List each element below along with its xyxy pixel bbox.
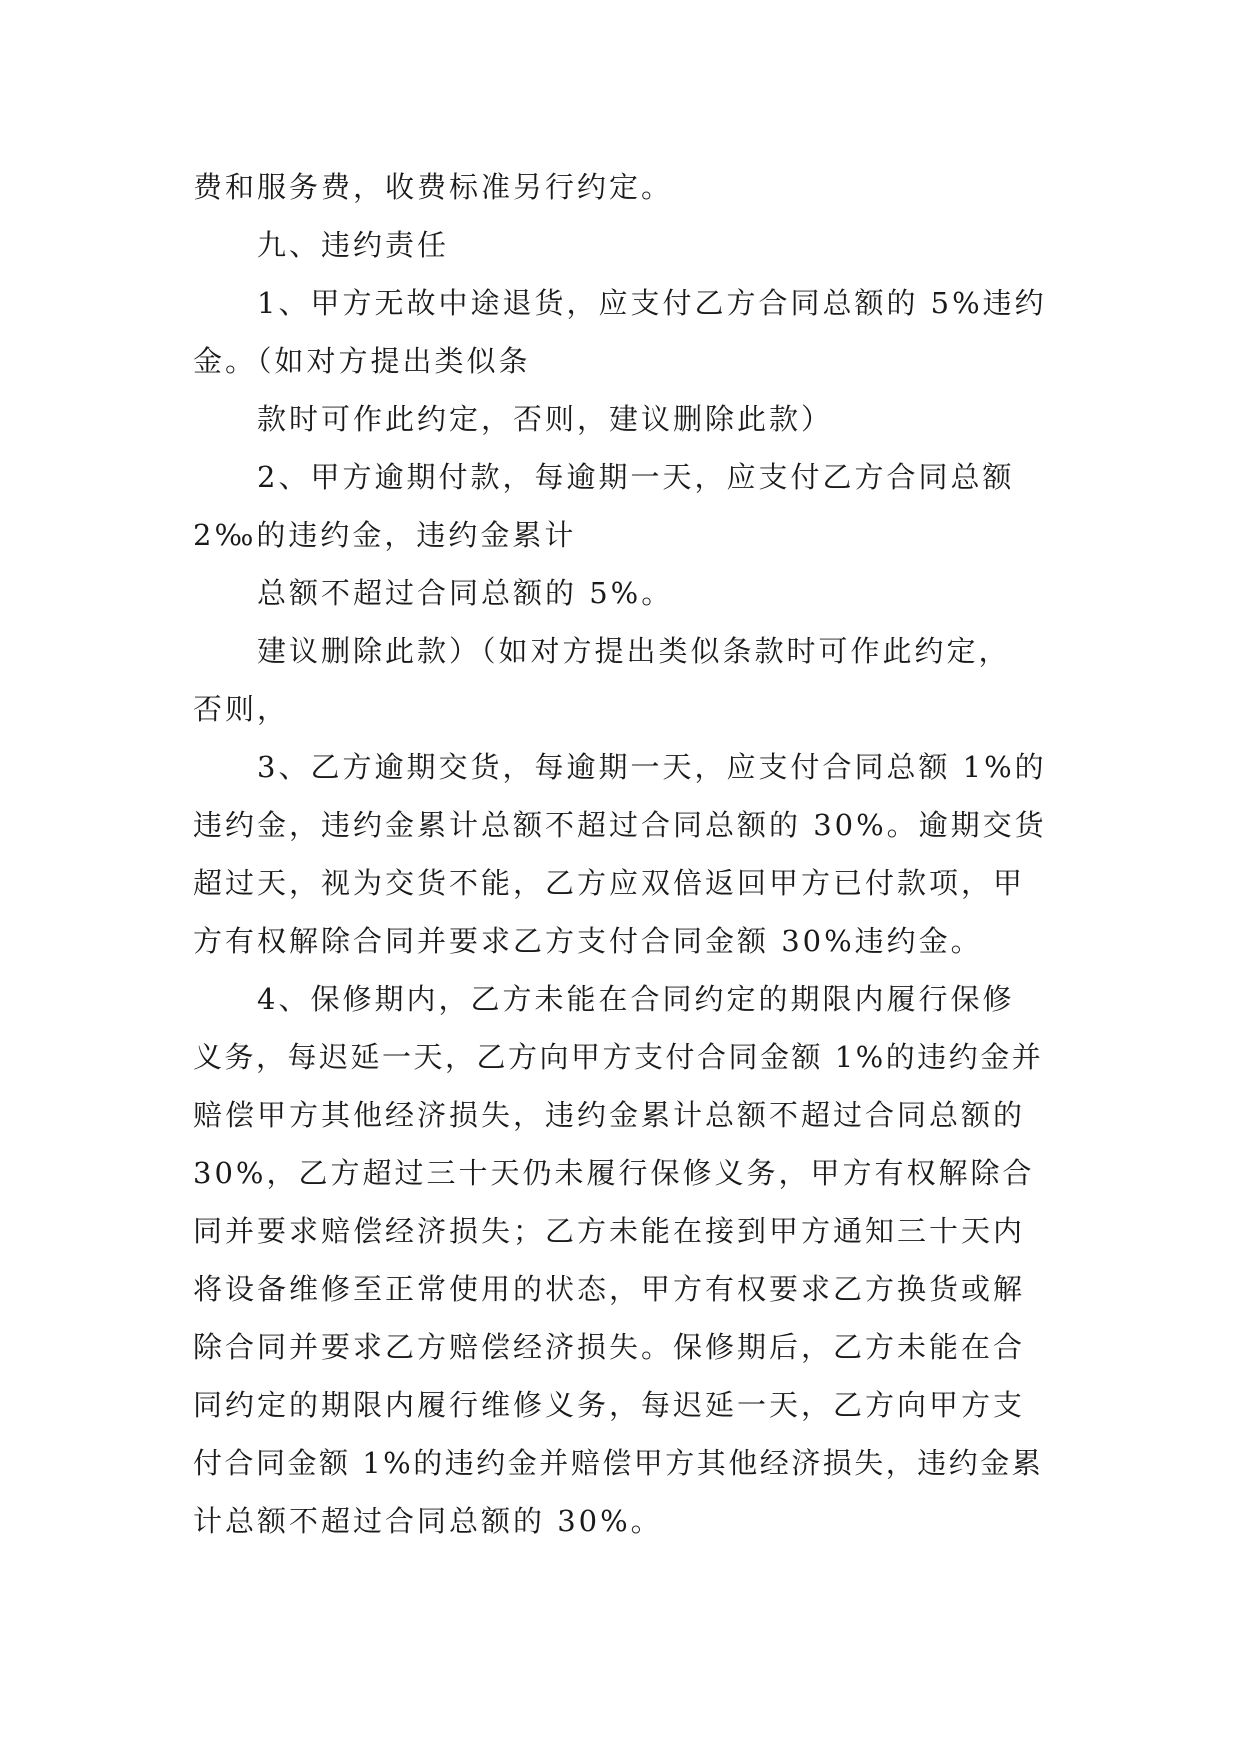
- text-line: 否则，: [193, 692, 290, 726]
- text-line: 金。（如对方提出类似条: [193, 344, 531, 378]
- text-line: 2‰的违约金，违约金累计: [193, 518, 577, 552]
- text-line: 款时可作此约定，否则，建议删除此款）: [257, 402, 834, 436]
- text-line: 总额不超过合同总额的 5%。: [257, 576, 674, 610]
- text-line: 建议删除此款）（如对方提出类似条款时可作此约定，: [257, 634, 1011, 668]
- text-line: 超过天，视为交货不能，乙方应双倍返回甲方已付款项，甲: [193, 866, 1026, 900]
- text-line: 3、乙方逾期交货，每逾期一天，应支付合同总额 1%的: [257, 750, 1047, 784]
- text-line: 赔偿甲方其他经济损失，违约金累计总额不超过合同总额的: [193, 1098, 1026, 1132]
- text-line: 费和服务费，收费标准另行约定。: [193, 170, 674, 204]
- text-line: 义务，每迟延一天，乙方向甲方支付合同金额 1%的违约金并: [193, 1040, 1044, 1074]
- text-line: 计总额不超过合同总额的 30%。: [193, 1504, 663, 1538]
- text-line: 1、甲方无故中途退货，应支付乙方合同总额的 5%违约: [257, 286, 1047, 320]
- text-line: 将设备维修至正常使用的状态，甲方有权要求乙方换货或解: [193, 1272, 1026, 1306]
- text-line: 违约金，违约金累计总额不超过合同总额的 30%。逾期交货: [193, 808, 1047, 842]
- document-body: [193, 158, 1053, 1550]
- text-line: 4、保修期内，乙方未能在合同约定的期限内履行保修: [257, 982, 1015, 1016]
- text-line: 方有权解除合同并要求乙方支付合同金额 30%违约金。: [193, 924, 983, 958]
- text-line: 同并要求赔偿经济损失；乙方未能在接到甲方通知三十天内: [193, 1214, 1026, 1248]
- text-line: 付合同金额 1%的违约金并赔偿甲方其他经济损失，违约金累: [193, 1446, 1044, 1480]
- section-heading: 九、违约责任: [257, 228, 450, 262]
- text-line: 2、甲方逾期付款，每逾期一天，应支付乙方合同总额: [257, 460, 1015, 494]
- text-line: 30%，乙方超过三十天仍未履行保修义务，甲方有权解除合: [193, 1156, 1035, 1190]
- text-line: 同约定的期限内履行维修义务，每迟延一天，乙方向甲方支: [193, 1388, 1026, 1422]
- text-line: 除合同并要求乙方赔偿经济损失。保修期后，乙方未能在合: [193, 1330, 1026, 1364]
